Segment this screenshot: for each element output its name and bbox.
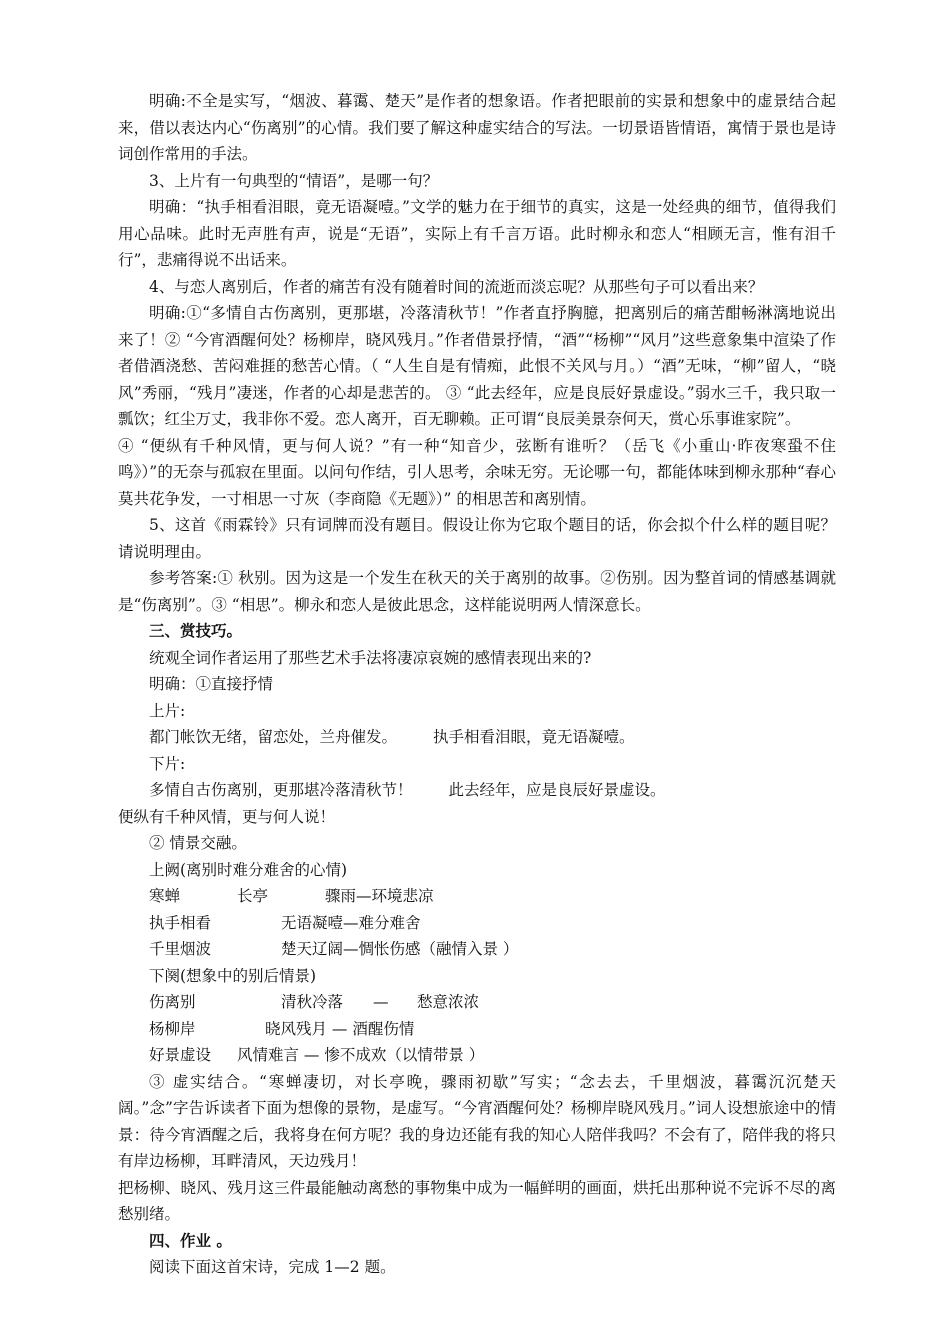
row-1-col-2: 长亭 — [237, 887, 269, 905]
question-6: 统观全词作者运用了那些艺术手法将凄凉哀婉的感情表现出来的? — [149, 648, 592, 667]
row-1-col-1: 寒蝉 — [149, 887, 181, 905]
upper-line-a: 都门帐饮无绪，留恋处，兰舟催发。 — [149, 728, 398, 746]
row-6-col-2: 风情难言 — 惨不成欢（以情带景 ） — [237, 1046, 485, 1064]
answer-4-part-4: ④ “便纵有千种风情，更与何人说？”有一种“知音少，弦断有谁听？（岳飞《小重山·昨夜寒蛩不住鸣》）”的无奈与孤寂在里面。以问句作结，引人思考，余味无穷。无论哪一句，都能体味到柳永那种“春心莫共花争发，一寸相思一寸灰（李商隐《无题》）” 的相思苦和离别情。 — [118, 436, 836, 508]
row-4-col-1: 伤离别 — [149, 993, 196, 1011]
lower-line-c: 便纵有千种风情，更与何人说！ — [118, 807, 336, 826]
analysis-row-1 — [118, 883, 836, 910]
answer-3: 明确：“执手相看泪眼，竟无语凝噎。”文学的魅力在于细节的真实，这是一处经典的细节，值得我们用心品味。此时无声胜有声，说是“无语”，实际上有千言万语。此时柳永和恋人“相顾无言，惟有泪千行”，悲痛得说不出话来。 — [118, 198, 836, 269]
lower-que-heading: 下阕(想象中的别后情景) — [149, 966, 317, 985]
method-3-conclusion: 把杨柳、晓风、残月这三件最能触动离愁的事物集中成为一幅鲜明的画面，烘托出那种说不完诉不尽的离愁别绪。 — [118, 1178, 836, 1223]
lower-part-lines — [118, 777, 836, 804]
row-4-dash: — — [373, 993, 389, 1011]
method-3: ③ 虚实结合。“寒蝉凄切，对长亭晚，骤雨初歇”写实；“念去去，千里烟波，暮霭沉沉楚天阔。”念”字告诉读者下面为想像的景物，是虚写。“今宵酒醒何处？杨柳岸晓风残月。”词人设想旅途中的情景：待今宵酒醒之后，我将身在何方呢？我的身边还能有我的知心人陪伴我吗？不会有了，陪伴我的将只有岸边杨柳，耳畔清风，天边残月！ — [118, 1072, 836, 1170]
method-1: 明确：①直接抒情 — [149, 675, 274, 693]
row-3-col-2: 楚天辽阔—惆怅伤感（融情入景 ） — [281, 940, 519, 958]
question-5: 5、这首《雨霖铃》只有词牌而没有题目。假设让你为它取个题目的话，你会拟个什么样的题目呢？请说明理由。 — [118, 516, 836, 561]
section-heading-3: 三、赏技巧。 — [149, 621, 243, 640]
row-2-col-2: 无语凝噎—难分难舍 — [281, 913, 421, 932]
analysis-row-4 — [118, 989, 836, 1016]
row-1-col-3: 骤雨—环境悲凉 — [325, 887, 434, 905]
document-body — [118, 88, 836, 1281]
method-2: ② 情景交融。 — [149, 834, 247, 852]
row-6-col-1: 好景虚设 — [149, 1046, 212, 1064]
answer-4: 明确:①“多情自古伤离别，更那堪，冷落清秋节！”作者直抒胸臆，把离别后的痛苦酣畅淋漓地说出来了！② “今宵酒醒何处？杨柳岸，晓风残月。”作者借景抒情，“酒”“杨柳”“风月”这些意象集中渲染了作者借酒浇愁、苦闷难捱的愁苦心情。（ “人生自是有情痴，此恨不关风与月。）“酒”无味，“柳”留人，“晓风”秀丽，“残月”凄迷，作者的心却是悲苦的。 ③ “此去经年，应是良辰好景虚设。”弱水三千，我只取一瓢饮；红尘万丈，我非你不爱。恋人离开，百无聊赖。正可谓“良辰美景奈何天，赏心乐事谁家院”。 — [118, 304, 836, 428]
analysis-row-3 — [118, 936, 836, 963]
homework-instruction: 阅读下面这首宋诗，完成 1—2 题。 — [149, 1258, 396, 1276]
answer-paragraph-2: 明确:不全是实写，“烟波、暮霭、楚天”是作者的想象语。作者把眼前的实景和想象中的虚景结合起来，借以表达内心“伤离别”的心情。我们要了解这种虚实结合的写法。一切景语皆情语，寓情于景也是诗词创作常用的手法。 — [118, 92, 836, 163]
section-heading-4: 四、作业 。 — [149, 1230, 232, 1250]
lower-line-a: 多情自古伤离别，更那堪冷落清秋节！ — [149, 781, 413, 799]
question-4: 4、与恋人离别后，作者的痛苦有没有随着时间的流逝而淡忘呢？从那些句子可以看出来？ — [149, 277, 764, 296]
row-5-col-2: 晓风残月 — 酒醒伤情 — [265, 1019, 415, 1038]
upper-part-label: 上片: — [149, 701, 186, 720]
upper-part-lines — [118, 724, 836, 751]
question-3: 3、上片有一句典型的“情语”，是哪一句？ — [149, 171, 439, 190]
analysis-row-5 — [118, 1016, 836, 1043]
upper-line-b: 执手相看泪眼，竟无语凝噎。 — [433, 728, 635, 746]
analysis-row-6 — [118, 1042, 836, 1069]
lower-part-label: 下片: — [149, 754, 186, 773]
lower-line-b: 此去经年，应是良辰好景虚设。 — [448, 781, 666, 799]
row-2-col-1: 执手相看 — [149, 913, 212, 932]
answer-5: 参考答案:① 秋别。因为这是一个发生在秋天的关于离别的故事。②伤别。因为整首词的情感基调就是“伤离别”。③ “相思”。柳永和恋人是彼此思念，这样能说明两人情深意长。 — [118, 569, 836, 614]
row-4-col-3: 愁意浓浓 — [417, 993, 480, 1011]
upper-que-heading: 上阙(离别时难分难舍的心情) — [149, 860, 348, 879]
row-4-col-2: 清秋冷落 — [281, 993, 344, 1011]
analysis-row-2 — [118, 910, 836, 937]
row-3-col-1: 千里烟波 — [149, 940, 212, 958]
row-5-col-1: 杨柳岸 — [149, 1019, 196, 1038]
